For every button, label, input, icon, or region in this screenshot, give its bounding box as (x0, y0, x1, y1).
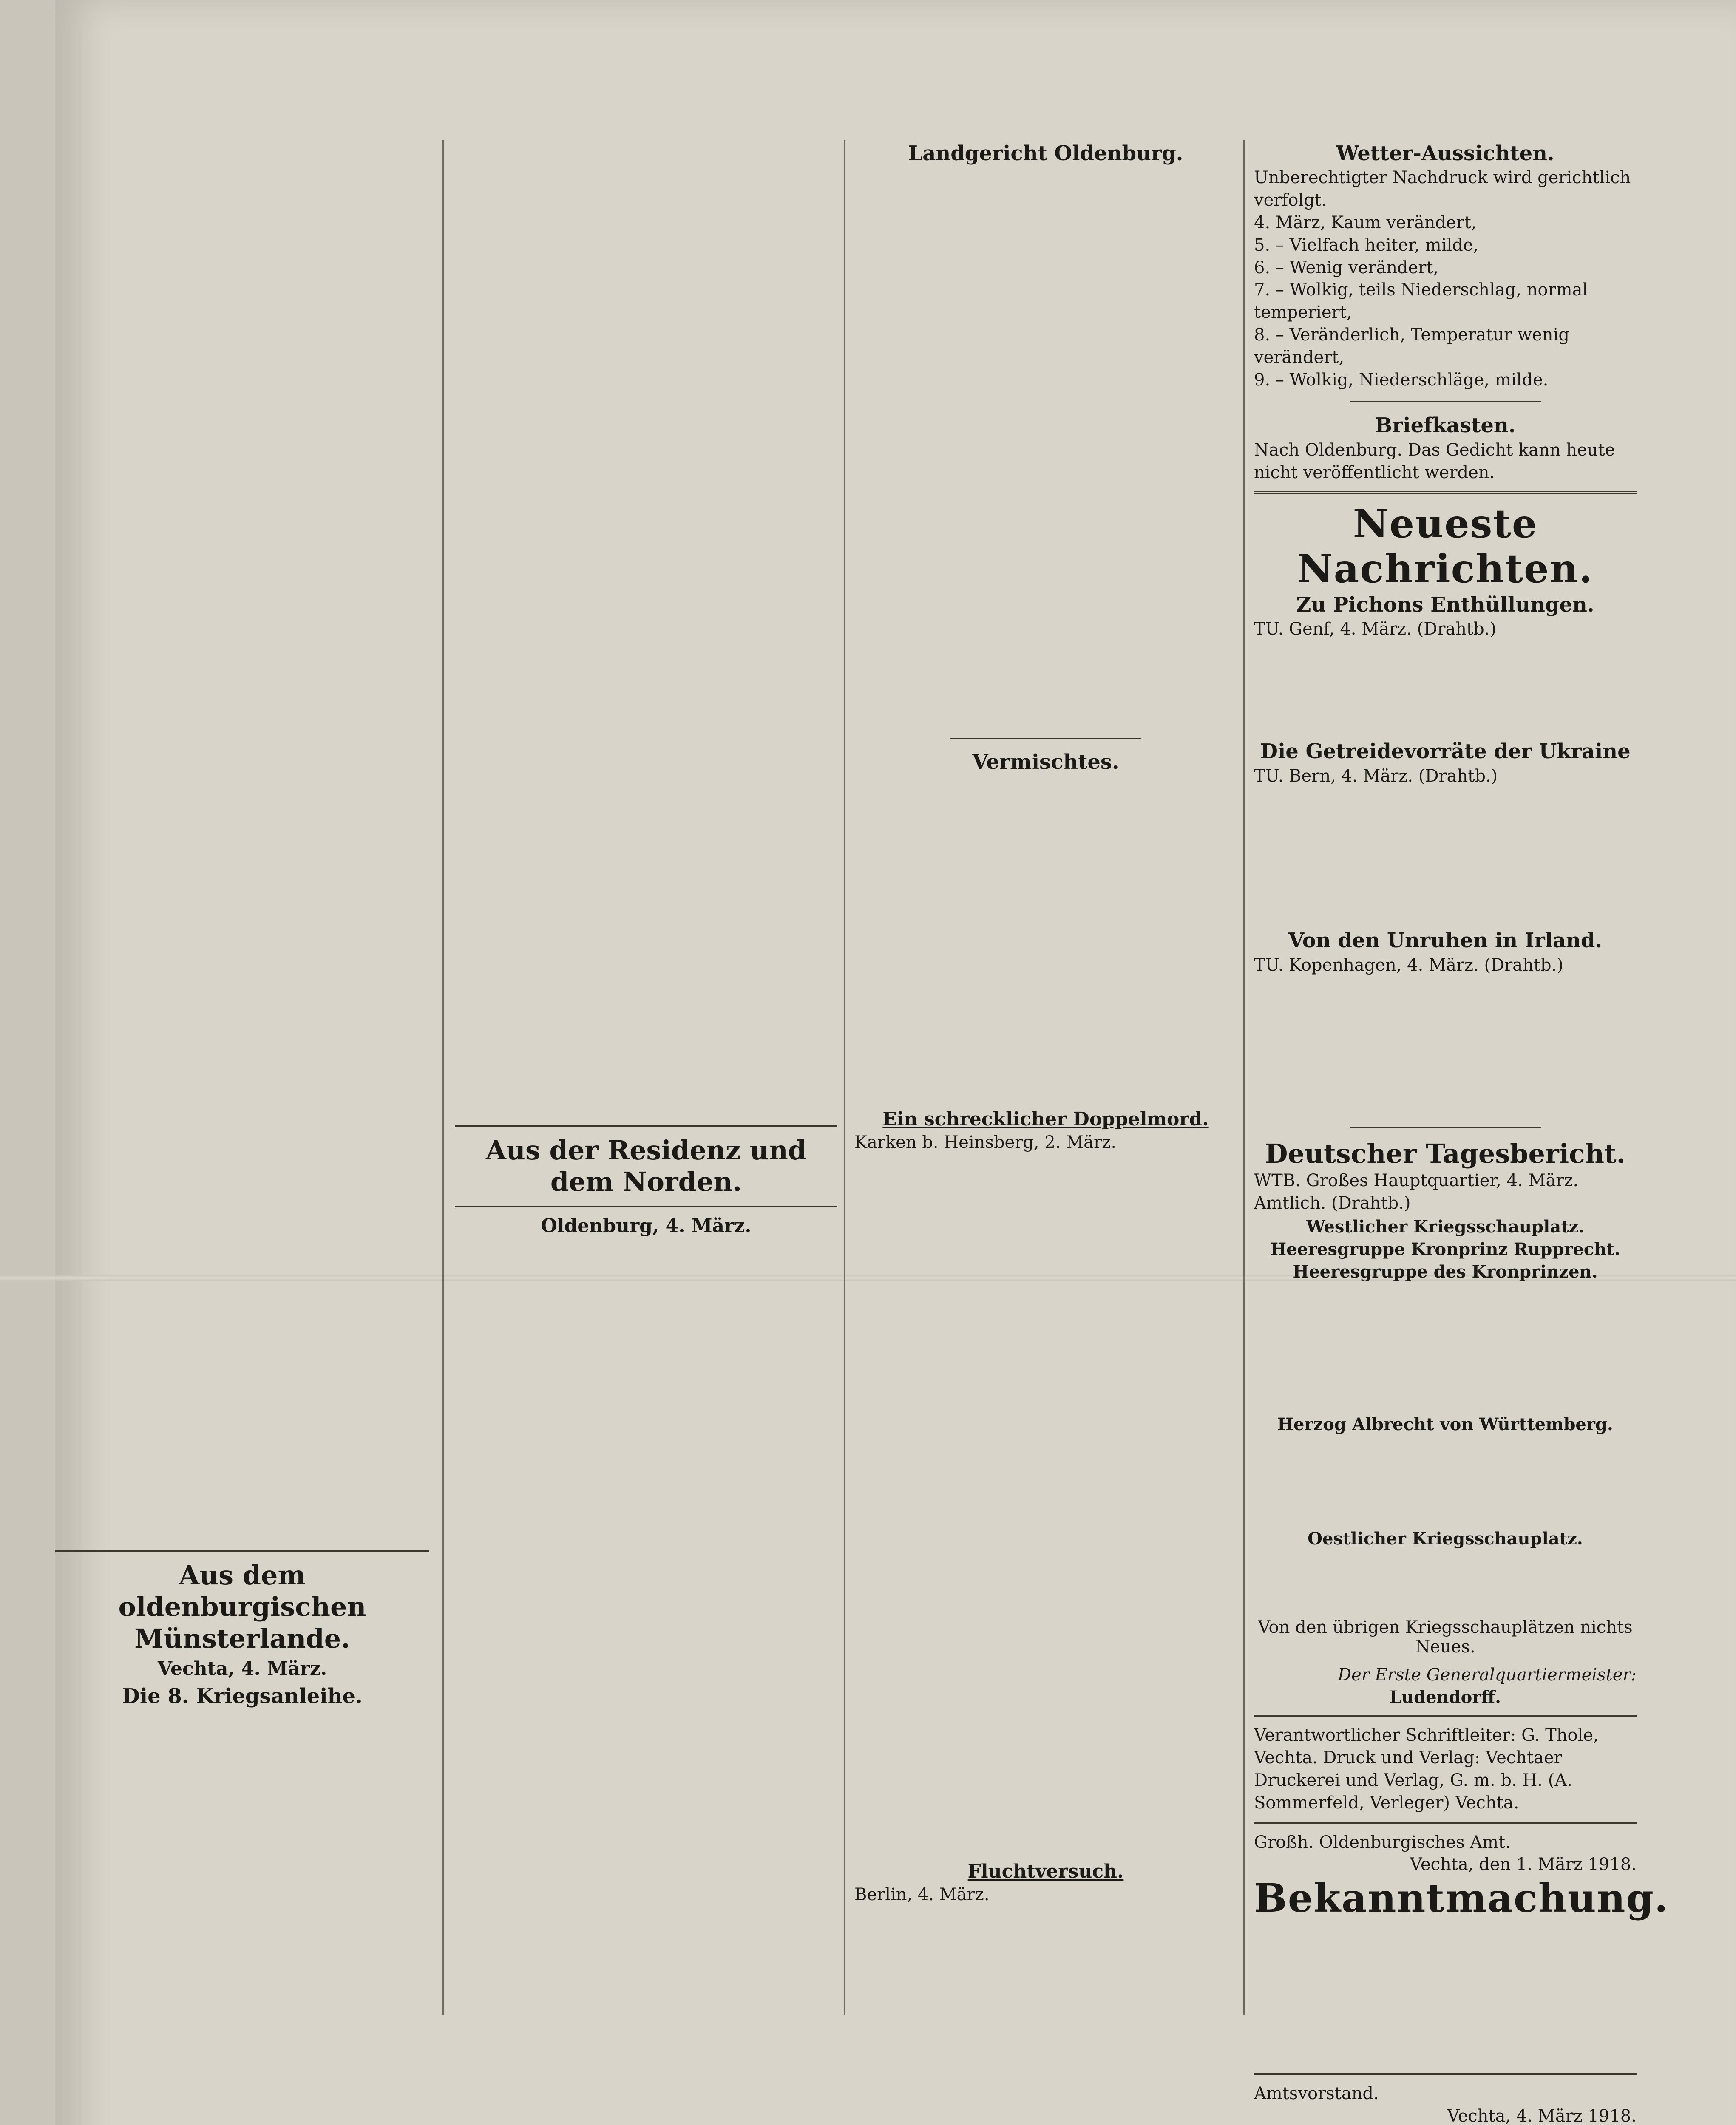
heading-fluchtversuch: Fluchtversuch. (967, 1860, 1124, 1882)
divider (455, 1125, 837, 1127)
weather-entry: 6. – Wenig verändert, (1254, 258, 1439, 278)
subheading-ost: Oestlicher Kriegsschauplatz. (1308, 1529, 1583, 1549)
heading-vermischtes: Vermischtes. (972, 750, 1119, 774)
divider (455, 1206, 837, 1207)
weather-entry: 7. – Wolkig, teils Niederschlag, normal temperiert, (1254, 280, 1588, 323)
report-signature: Ludendorff. (1389, 1687, 1501, 1708)
column-1 (55, 140, 429, 2014)
notice1-office: Großh. Oldenburgisches Amt. (1254, 1832, 1511, 1852)
subheading-west: Westlicher Kriegsschauplatz. (1306, 1217, 1585, 1237)
section-heading-residenz: Aus der Residenz und dem Norden. (485, 1135, 807, 1198)
notice2-office: Amtsvorstand. (1254, 2084, 1379, 2104)
notice2-date: Vechta, 4. März 1918. (1447, 2106, 1637, 2125)
unreadable-text-block (455, 140, 837, 1118)
dateline-oldenburg: Oldenburg, 4. März. (541, 1215, 752, 1237)
divider (1254, 1715, 1637, 1717)
divider (1350, 1127, 1541, 1128)
imprint: Verantwortlicher Schriftleiter: G. Thole, Vechta. Druck und Verlag: Vechtaer Druckerei und Verlag, G. m. b. H. (A. Sommerfeld, Verleger) Vechta. (1254, 1726, 1599, 1813)
report-other-fronts: Von den übrigen Kriegsschauplätzen nichts Neues. (1258, 1618, 1633, 1657)
column-divider (1243, 140, 1245, 2014)
unreadable-text-block (1254, 1284, 1637, 1412)
notice1-date: Vechta, den 1. März 1918. (1410, 1855, 1637, 1875)
subheading-ukraine: Die Getreidevorräte der Ukraine (1260, 740, 1631, 764)
column-divider (844, 140, 845, 2014)
divider (1254, 491, 1637, 494)
unreadable-text-block (854, 776, 1237, 1107)
subheading-kronprinz: Heeresgruppe des Kronprinzen. (1293, 1262, 1598, 1282)
divider (950, 738, 1141, 739)
column-3 (854, 140, 1237, 2014)
heading-briefkasten: Briefkasten. (1375, 414, 1516, 438)
report-signature-title: Der Erste Generalquartiermeister: (1338, 1665, 1637, 1685)
unreadable-text-block (854, 1154, 1237, 1859)
subheading-rupprecht: Heeresgruppe Kronprinz Rupprecht. (1270, 1239, 1620, 1260)
divider (1350, 401, 1541, 402)
dateline-hauptquartier: WTB. Großes Hauptquartier, 4. März. Amtlich. (Drahtb.) (1254, 1170, 1579, 1213)
weather-note: Unberechtigter Nachdruck wird gerichtlich verfolgt. (1254, 168, 1631, 210)
notice1-heading: Bekanntmachung. (1254, 1875, 1669, 1921)
divider (55, 1550, 429, 1552)
article-title-kriegsanleihe: Die 8. Kriegsanleihe. (122, 1684, 363, 1708)
dateline-berlin: Berlin, 4. März. (854, 1884, 990, 1904)
briefkasten-text: Nach Oldenburg. Das Gedicht kann heute nicht veröffentlicht werden. (1254, 440, 1615, 482)
heading-tagesbericht: Deutscher Tagesbericht. (1265, 1138, 1626, 1169)
subheading-irland: Von den Unruhen in Irland. (1288, 929, 1603, 953)
unreadable-text-block (854, 167, 1237, 728)
column-4 (1254, 140, 1669, 2125)
divider (1254, 2073, 1637, 2075)
weather-entry: 5. – Vielfach heiter, milde, (1254, 235, 1479, 255)
column-2 (455, 140, 837, 2014)
unreadable-text-block (55, 140, 429, 1543)
heading-doppelmord: Ein schrecklicher Doppelmord. (882, 1108, 1209, 1130)
dateline-bern: TU. Bern, 4. März. (Drahtb.) (1254, 766, 1498, 786)
section-heading-muensterland: Aus dem oldenburgischen Münsterlande. (118, 1560, 366, 1654)
unreadable-text-block (1254, 977, 1637, 1117)
dateline-kopenhagen: TU. Kopenhagen, 4. März. (Drahtb.) (1254, 955, 1563, 975)
subheading-pichon: Zu Pichons Enthüllungen. (1296, 592, 1594, 617)
subheading-wuerttemberg: Herzog Albrecht von Württemberg. (1277, 1414, 1613, 1435)
column-divider (442, 140, 444, 2014)
heading-neueste-nachrichten: Neueste Nachrichten. (1297, 501, 1594, 592)
divider (1254, 1822, 1637, 1824)
heading-wetter: Wetter-Aussichten. (1336, 142, 1554, 165)
unreadable-text-block (1254, 1551, 1637, 1615)
weather-entry: 8. – Veränderlich, Temperatur wenig verändert, (1254, 325, 1569, 367)
dateline-vechta: Vechta, 4. März. (157, 1658, 327, 1680)
weather-entry: 4. März, Kaum verändert, (1254, 212, 1477, 232)
unreadable-text-block (1254, 1921, 1637, 2066)
unreadable-text-block (1254, 787, 1637, 927)
dateline-genf: TU. Genf, 4. März. (Drahtb.) (1254, 619, 1497, 639)
unreadable-text-block (1254, 1437, 1637, 1526)
unreadable-text-block (1254, 640, 1637, 738)
heading-landgericht: Landgericht Oldenburg. (908, 142, 1183, 165)
weather-entry: 9. – Wolkig, Niederschläge, milde. (1254, 370, 1549, 390)
dateline-karken: Karken b. Heinsberg, 2. März. (854, 1132, 1116, 1152)
